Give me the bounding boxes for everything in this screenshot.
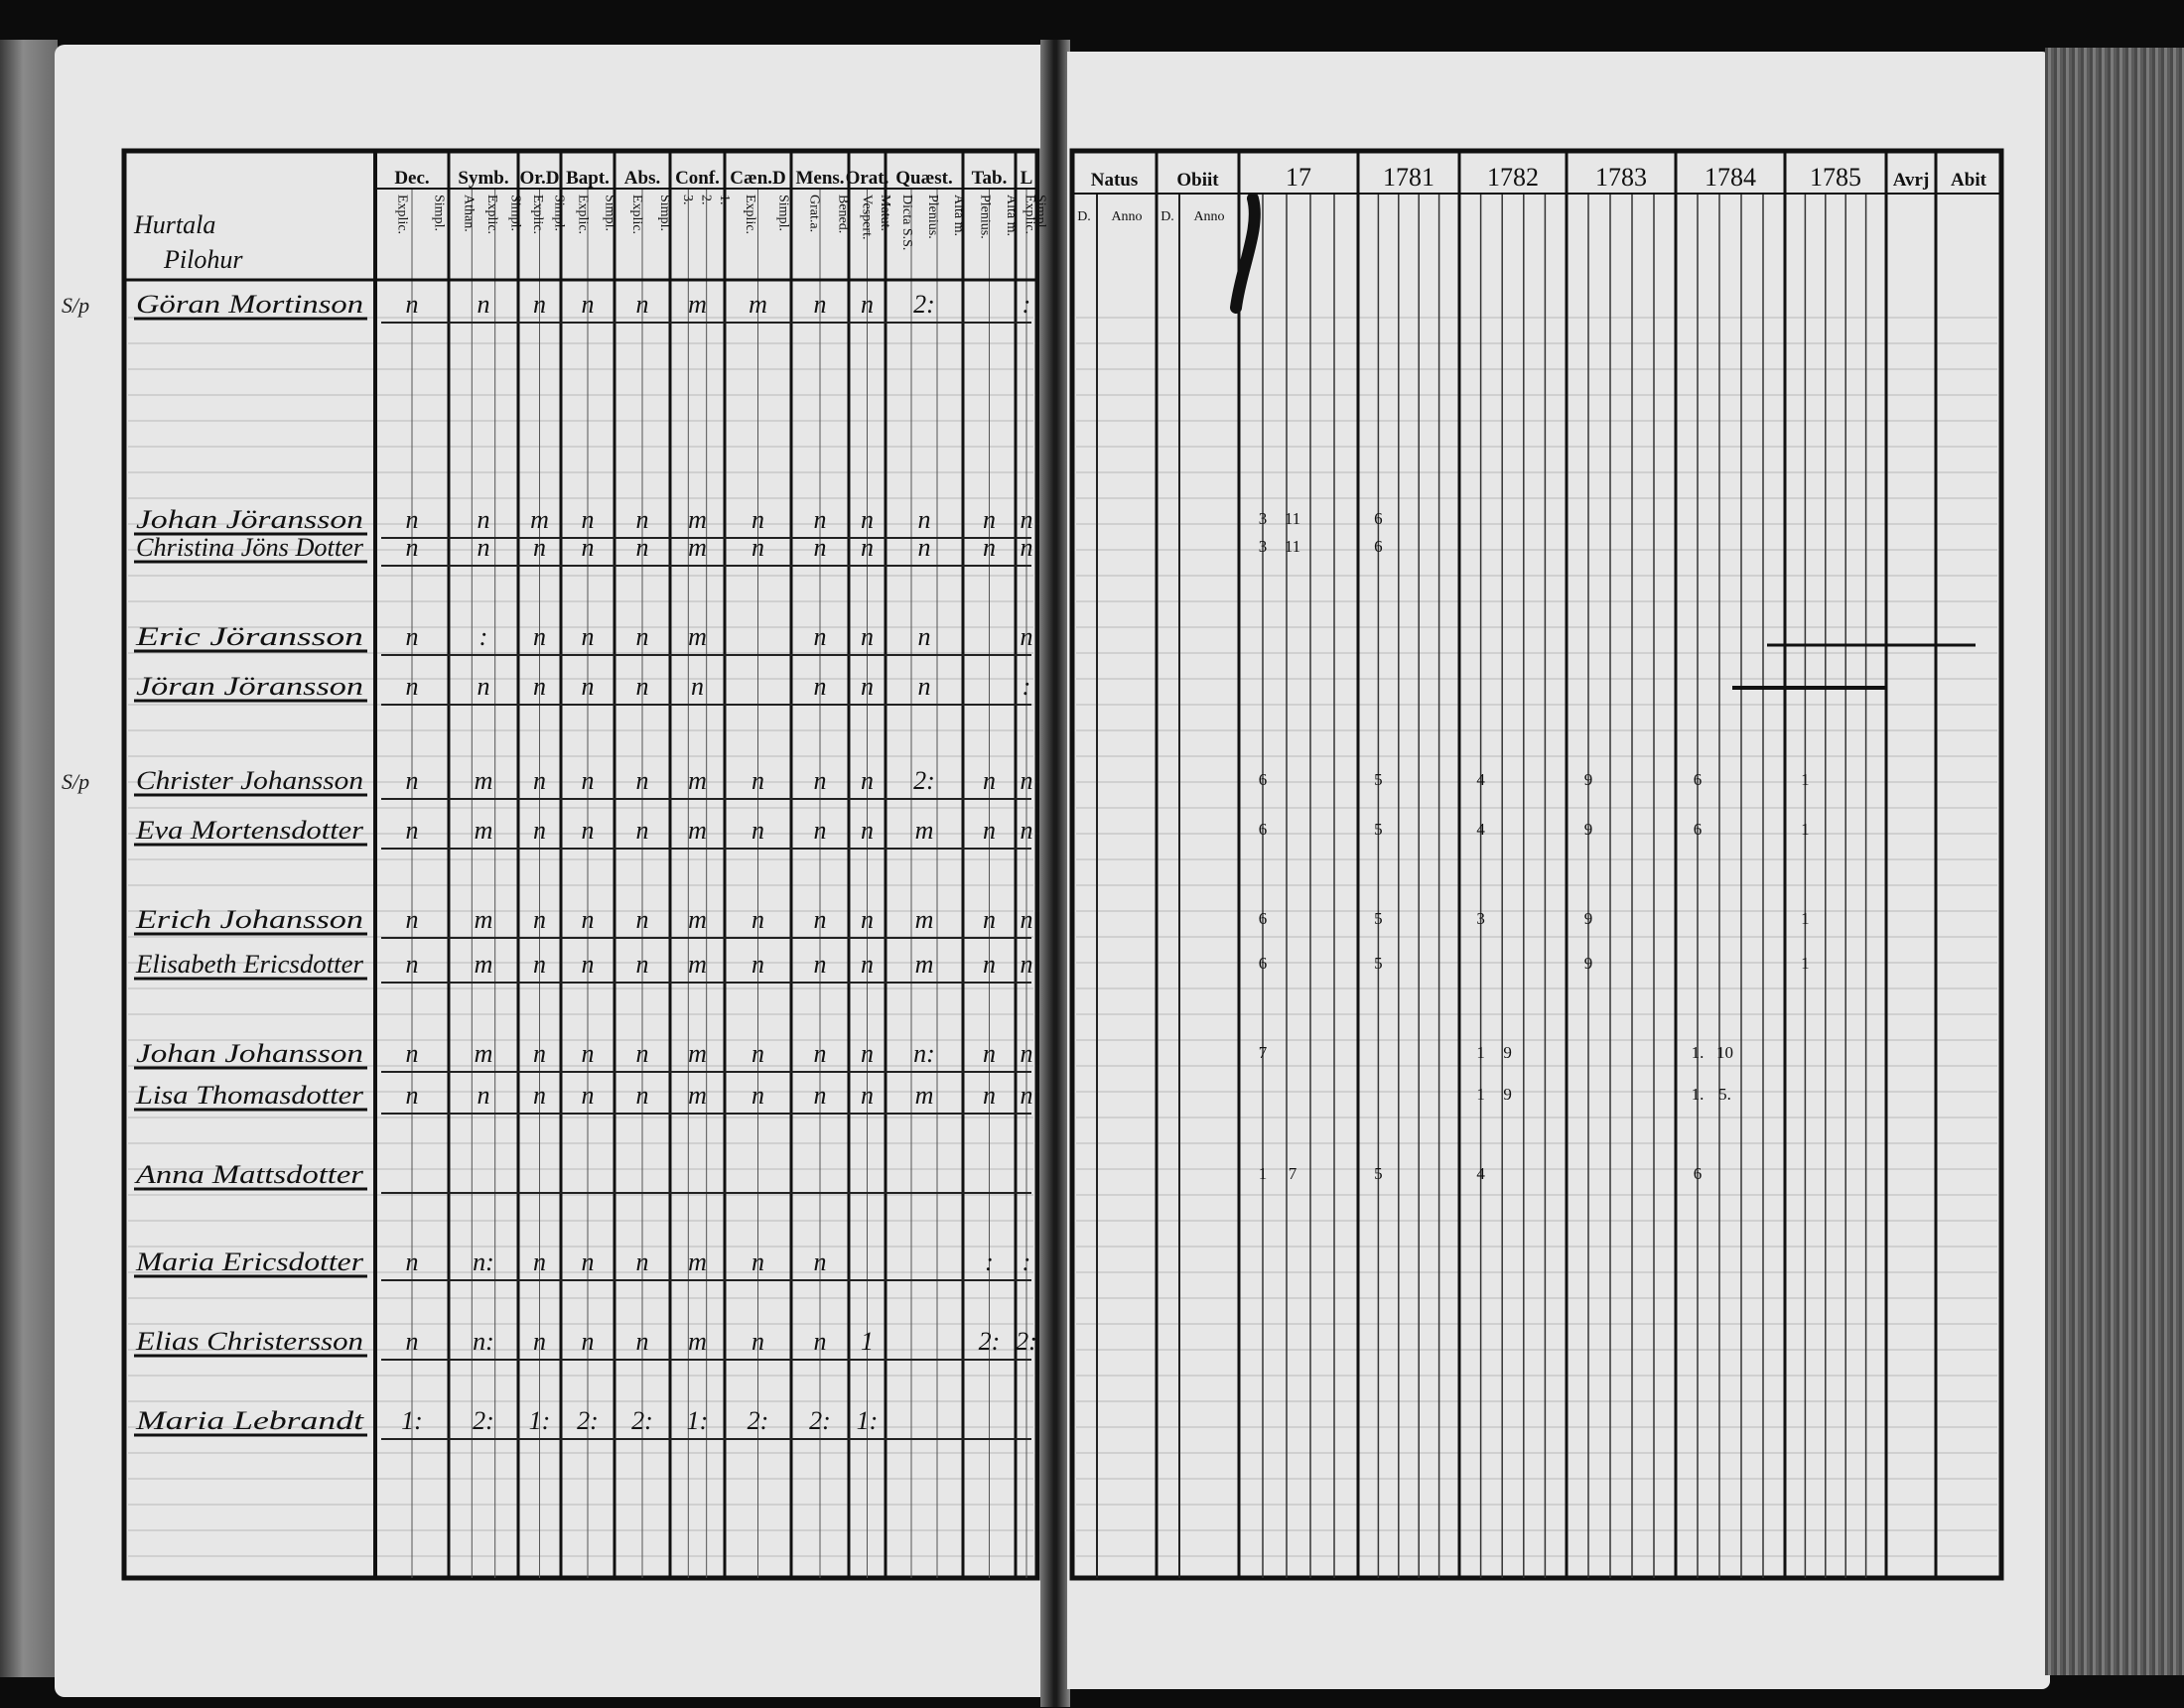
tally-number: 3 [1258,509,1268,528]
row-mark: m [474,1039,493,1068]
right-grid [1072,151,2001,1578]
year-header: 1783 [1595,163,1647,192]
col-subheader: Explic. [1022,195,1037,235]
row-mark: n [813,1327,827,1356]
left-text [62,168,1048,1435]
col-header: Mens. [795,168,845,189]
tally-number: 5 [1374,909,1383,928]
row-mark: n [581,1327,595,1356]
row-mark: n [405,505,419,534]
row-mark: 2: [978,1327,1001,1356]
left-title-line-1: Hurtala [134,210,216,239]
row-mark: n [635,672,649,701]
row-mark: n [533,1081,546,1110]
row-mark: n [635,1039,649,1068]
row-mark: m [474,950,493,979]
row-mark: m [914,905,934,934]
row-mark: n [983,505,996,534]
tally-number: 10 [1716,1043,1733,1062]
tally-number: 5. [1718,1085,1731,1104]
col-subheader: Grat.a. [806,195,822,233]
row-mark: 1 [861,1327,874,1356]
row-mark: n [751,766,764,795]
row-mark: n [861,905,874,934]
row-mark: n [635,1327,649,1356]
left-grid [124,151,1037,1578]
row-mark: 1: [401,1406,423,1435]
tally-number: 3 [1476,909,1485,928]
row-mark: n [405,1081,419,1110]
row-mark: n [405,766,419,795]
row-mark: m [474,816,493,845]
row-mark: n [751,533,764,562]
row-mark: n [813,816,827,845]
year-header: Obiit [1176,170,1219,191]
row-mark: n [533,905,546,934]
row-name: Anna Mattsdotter [133,1160,365,1189]
col-subheader: 1. [716,195,732,205]
tally-number: 1 [1258,1164,1268,1183]
row-mark: n [1020,622,1033,651]
row-mark: 1: [528,1406,551,1435]
tally-number: 9 [1583,820,1593,839]
tally-number: 9 [1503,1085,1512,1104]
row-mark: n [405,533,419,562]
row-mark: n [813,290,827,319]
row-mark: n [1020,950,1033,979]
col-subheader: Explic. [394,195,410,235]
tally-number: 1 [1476,1043,1485,1062]
row-side-note: S/p [62,769,90,794]
tally-number: 9 [1583,954,1593,973]
col-subheader: Vespert. [859,195,875,240]
right-frame [1072,151,2001,1578]
tally-number: 6 [1693,820,1703,839]
tally-number: 1 [1801,820,1810,839]
col-header: Quæst. [895,168,953,189]
row-mark: m [688,622,707,651]
row-mark: n [635,1248,649,1276]
row-name: Christina Jöns Dotter [136,533,364,562]
row-name: Elias Christersson [134,1327,363,1356]
year-header: Natus [1090,170,1139,191]
row-name: Eric Jöransson [134,622,363,651]
col-subheader: Simpl. [551,195,567,231]
row-mark: n [983,766,996,795]
row-mark: n [533,1039,546,1068]
col-header: Cæn.D [730,168,786,189]
year-header: Abit [1951,170,1986,191]
row-mark: n [861,533,874,562]
row-mark: n [983,533,996,562]
row-mark: n [405,672,419,701]
row-mark: n [813,766,827,795]
row-mark: n [983,950,996,979]
row-mark: n: [473,1327,494,1356]
row-mark: n [813,950,827,979]
row-mark: n [533,950,546,979]
tally-number: 9 [1503,1043,1512,1062]
tally-number: 1 [1801,770,1810,789]
row-mark: n [813,1081,827,1110]
row-mark: : [1022,1248,1031,1276]
row-mark: n [917,505,931,534]
row-name: Maria Ericsdotter [134,1248,365,1276]
col-header: Abs. [623,168,661,189]
row-mark: n [581,950,595,979]
col-subheader: Athan. [461,195,477,232]
row-mark: 2: [913,290,935,319]
row-mark: n [917,672,931,701]
row-mark: n [751,1327,764,1356]
row-mark: n [635,766,649,795]
left-frame [124,151,1037,1578]
row-name: Jöran Jöransson [136,672,363,701]
row-mark: n [1020,816,1033,845]
row-mark: m [688,1081,707,1110]
col-subheader: Explic. [484,195,499,235]
right-text [1077,163,1986,1183]
tally-number: 6 [1258,770,1268,789]
row-mark: n [533,816,546,845]
col-subheader: Explic. [529,195,545,235]
row-mark: n [405,1248,419,1276]
row-mark: n [861,950,874,979]
row-mark: n [813,622,827,651]
row-mark: n [533,766,546,795]
row-mark: 2: [913,766,935,795]
row-mark: n [983,816,996,845]
tally-number: 5 [1374,820,1383,839]
row-mark: n [861,672,874,701]
tally-number: 1 [1801,909,1810,928]
row-mark: n [581,672,595,701]
row-mark: n [751,816,764,845]
col-header: Bapt. [566,168,610,189]
tally-number: 1. [1691,1085,1705,1104]
row-mark: n [405,950,419,979]
row-mark: m [688,766,707,795]
col-subheader: 3. [680,195,696,205]
col-header: Orat. [845,168,889,189]
year-header: 17 [1286,163,1311,192]
row-mark: n [917,622,931,651]
col-header: Symb. [458,168,509,189]
tally-number: 6 [1258,909,1268,928]
row-mark: n [635,622,649,651]
col-subheader: Simpl. [431,195,447,231]
row-mark: m [474,766,493,795]
row-mark: n [983,1039,996,1068]
row-mark: n [751,1039,764,1068]
col-subheader: Alta m. [951,195,966,236]
col-subheader: Simpl. [507,195,523,231]
row-mark: m [688,290,707,319]
row-mark: 2: [473,1406,494,1435]
right-subheader: Anno [1111,209,1143,224]
row-mark: n [581,1039,595,1068]
row-mark: n [813,1039,827,1068]
row-mark: m [688,905,707,934]
row-mark: 2: [631,1406,653,1435]
year-header: 1785 [1810,163,1861,192]
col-subheader: Explic. [742,195,757,235]
row-mark: n [813,1248,827,1276]
row-mark: n [751,1081,764,1110]
row-mark: m [914,950,934,979]
row-name: Erich Johansson [134,905,363,934]
row-mark: m [688,533,707,562]
row-mark: n [861,505,874,534]
row-name: Göran Mortinson [136,290,363,319]
col-subheader: Alta m. [1003,195,1019,236]
tally-number: 4 [1476,770,1485,789]
row-mark: m [688,950,707,979]
tally-number: 1. [1691,1043,1705,1062]
tally-number: 9 [1583,770,1593,789]
row-mark: n [861,766,874,795]
tally-number: 1 [1476,1085,1485,1104]
row-mark: n [1020,905,1033,934]
row-mark: n [581,533,595,562]
row-mark: n [581,290,595,319]
row-mark: n [983,905,996,934]
tally-number: 6 [1693,1164,1703,1183]
row-mark: 2: [809,1406,831,1435]
row-mark: n [635,533,649,562]
row-mark: : [985,1248,994,1276]
row-mark: n [635,950,649,979]
tally-number: 6 [1374,509,1383,528]
row-mark: : [1022,672,1031,701]
row-mark: n [405,1327,419,1356]
col-header: Conf. [675,168,720,189]
row-mark: n [813,533,827,562]
row-side-note: S/p [62,293,90,318]
col-subheader: Dicta S.S. [899,195,914,251]
row-mark: n [581,1081,595,1110]
row-mark: n [533,1248,546,1276]
row-mark: m [688,1327,707,1356]
row-mark: m [749,290,767,319]
col-header: Tab. [971,168,1008,189]
row-mark: m [688,1039,707,1068]
row-name: Johan Johansson [136,1039,363,1068]
row-mark: n [581,505,595,534]
tally-number: 6 [1258,954,1268,973]
row-mark: n [533,1327,546,1356]
row-mark: : [1022,290,1031,319]
row-mark: 1: [686,1406,709,1435]
row-mark: n [813,672,827,701]
col-header: L [1020,168,1033,189]
row-mark: n [813,505,827,534]
col-subheader: Simpl. [657,195,672,231]
year-header: Avrj [1892,170,1930,191]
row-name: Elisabeth Ericsdotter [134,950,364,979]
row-mark: n [635,905,649,934]
row-mark: n: [913,1039,935,1068]
row-mark: n [405,622,419,651]
row-mark: m [688,1248,707,1276]
col-subheader: Simpl. [775,195,791,231]
row-name: Eva Mortensdotter [134,816,365,845]
year-header: 1784 [1705,163,1756,192]
row-mark: n [861,622,874,651]
row-mark: n [477,672,490,701]
row-mark: n [405,816,419,845]
tally-number: 6 [1374,537,1383,556]
col-subheader: Explic. [575,195,591,235]
row-mark: n [861,1039,874,1068]
row-mark: n [581,622,595,651]
row-mark: m [914,816,934,845]
row-mark: n [477,505,490,534]
tally-number: 5 [1374,770,1383,789]
row-mark: n [533,672,546,701]
row-mark: n [533,533,546,562]
year-header: 1781 [1383,163,1434,192]
row-mark: n [751,950,764,979]
col-header: Or.D [519,168,560,189]
tally-number: 3 [1258,537,1268,556]
row-mark: m [688,505,707,534]
tally-number: 7 [1258,1043,1268,1062]
col-subheader: 2. [698,195,714,205]
col-subheader: Explic. [629,195,644,235]
row-mark: n [635,816,649,845]
row-mark: m [688,816,707,845]
row-mark: n [635,1081,649,1110]
col-subheader: Plenius. [925,195,940,239]
tally-number: 5 [1374,1164,1383,1183]
row-mark: n [861,1081,874,1110]
left-title-line-2: Pilohur [164,245,243,274]
tally-number: 11 [1284,537,1301,556]
row-mark: n [477,1081,490,1110]
row-mark: n [983,1081,996,1110]
row-mark: n [1020,1081,1033,1110]
row-mark: 1: [856,1406,879,1435]
row-mark: n [1020,505,1033,534]
row-mark: n [861,816,874,845]
row-mark: : [478,622,488,651]
row-name: Johan Jöransson [136,505,363,534]
row-mark: n [861,290,874,319]
row-mark: n [405,290,419,319]
tally-number: 7 [1288,1164,1297,1183]
row-mark: n [405,1039,419,1068]
row-mark: n [477,533,490,562]
row-name: Christer Johansson [136,766,363,795]
row-mark: n [635,505,649,534]
row-mark: n [477,290,490,319]
row-mark: n [581,816,595,845]
row-mark: n [1020,766,1033,795]
row-mark: n [533,290,546,319]
tally-number: 4 [1476,820,1485,839]
row-mark: n [533,622,546,651]
row-mark: m [474,905,493,934]
row-mark: n [691,672,704,701]
col-subheader: Bened. [835,195,851,234]
right-subheader: D. [1160,209,1174,224]
row-mark: 2: [747,1406,769,1435]
col-subheader: Matut. [877,195,892,231]
year-header: 1782 [1487,163,1539,192]
row-mark: n [813,905,827,934]
tally-number: 9 [1583,909,1593,928]
tally-number: 6 [1693,770,1703,789]
row-mark: n [1020,533,1033,562]
row-mark: n [581,766,595,795]
row-mark: m [530,505,549,534]
tally-number: 11 [1284,509,1301,528]
right-subheader: Anno [1193,209,1225,224]
row-mark: n: [473,1248,494,1276]
tally-number: 4 [1476,1164,1485,1183]
row-name: Maria Lebrandt [134,1406,365,1435]
row-mark: n [751,905,764,934]
row-mark: n [405,905,419,934]
tally-number: 1 [1801,954,1810,973]
row-name: Lisa Thomasdotter [134,1081,365,1110]
col-subheader: Plenius. [977,195,993,239]
col-subheader: Simpl. [602,195,617,231]
row-mark: n [917,533,931,562]
row-mark: m [914,1081,934,1110]
row-mark: 2: [1016,1327,1037,1356]
row-mark: n [1020,1039,1033,1068]
row-mark: n [751,505,764,534]
tally-number: 5 [1374,954,1383,973]
row-mark: n [581,1248,595,1276]
tally-number: 6 [1258,820,1268,839]
row-mark: n [635,290,649,319]
col-header: Dec. [394,168,430,189]
row-mark: n [581,905,595,934]
right-subheader: D. [1077,209,1091,224]
row-mark: 2: [577,1406,599,1435]
row-mark: n [751,1248,764,1276]
col-subheader: Simpl. [1032,195,1048,231]
